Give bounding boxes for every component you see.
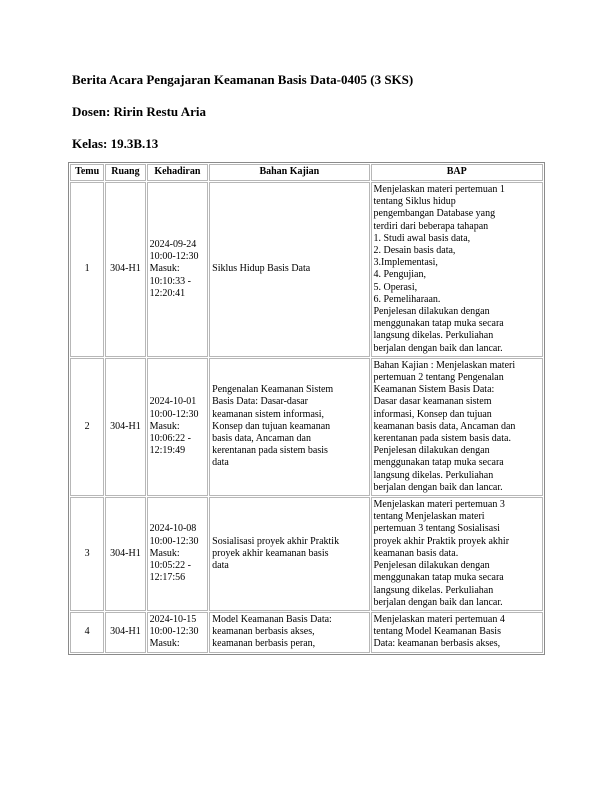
cell-bap: Menjelaskan materi pertemuan 1 tentang Siklus hidup pengembangan Database yang terdiri dari beberapa tahapan 1. Studi awal basis data, 2. Desain basis data, 3.Implementasi, 4. Pengujian, 5. Operasi, 6. Pemeliharaan. Penjelesan dilakukan dengan menggunakan tatap muka secara langsung dikelas. Perkuliahan berjalan dengan baik dan lancar. bbox=[371, 182, 544, 357]
header-kehadiran: Kehadiran bbox=[147, 164, 209, 181]
cell-bahan-kajian: Sosialisasi proyek akhir Praktik proyek akhir keamanan basis data bbox=[209, 497, 369, 611]
cell-ruang: 304-H1 bbox=[105, 612, 145, 653]
class-code: Kelas: 19.3B.13 bbox=[72, 136, 159, 151]
lecturer-name: Dosen: Ririn Restu Aria bbox=[72, 104, 206, 119]
cell-bahan-kajian: Siklus Hidup Basis Data bbox=[209, 182, 369, 357]
header-temu: Temu bbox=[70, 164, 104, 181]
cell-ruang: 304-H1 bbox=[105, 358, 145, 496]
cell-temu: 2 bbox=[70, 358, 104, 496]
table-row bbox=[70, 358, 543, 496]
cell-bap: Menjelaskan materi pertemuan 4 tentang Model Keamanan Basis Data: keamanan berbasis akses, bbox=[371, 612, 544, 653]
table-header-row bbox=[70, 164, 543, 181]
cell-bap: Bahan Kajian : Menjelaskan materi pertemuan 2 tentang Pengenalan Keamanan Sistem Basis Data: Dasar dasar keamanan sistem informasi, Konsep dan tujuan keamanan basis data, Ancaman dan kerentanan pada sistem basis data. Penjelesan dilakukan dengan menggunakan tatap muka secara langsung dikelas. Perkuliahan berjalan dengan baik dan lancar. bbox=[371, 358, 544, 496]
cell-kehadiran: 2024-09-24 10:00-12:30 Masuk: 10:10:33 - 12:20:41 bbox=[147, 182, 209, 357]
bap-table bbox=[68, 162, 545, 655]
cell-ruang: 304-H1 bbox=[105, 182, 145, 357]
cell-kehadiran: 2024-10-08 10:00-12:30 Masuk: 10:05:22 - 12:17:56 bbox=[147, 497, 209, 611]
cell-temu: 1 bbox=[70, 182, 104, 357]
header-bahan-kajian: Bahan Kajian bbox=[209, 164, 369, 181]
document-title: Berita Acara Pengajaran Keamanan Basis Data-0405 (3 SKS) bbox=[72, 72, 414, 87]
cell-bap: Menjelaskan materi pertemuan 3 tentang Menjelaskan materi pertemuan 3 tentang Sosialisasi proyek akhir Praktik proyek akhir keamanan basis data. Penjelesan dilakukan dengan menggunakan tatap muka secara langsung dikelas. Perkuliahan berjalan dengan baik dan lancar. bbox=[371, 497, 544, 611]
cell-temu: 4 bbox=[70, 612, 104, 653]
cell-ruang: 304-H1 bbox=[105, 497, 145, 611]
cell-kehadiran: 2024-10-01 10:00-12:30 Masuk: 10:06:22 - 12:19:49 bbox=[147, 358, 209, 496]
header-ruang: Ruang bbox=[105, 164, 145, 181]
cell-kehadiran: 2024-10-15 10:00-12:30 Masuk: bbox=[147, 612, 209, 653]
header-bap: BAP bbox=[371, 164, 544, 181]
table-row bbox=[70, 182, 543, 357]
cell-bahan-kajian: Pengenalan Keamanan Sistem Basis Data: Dasar-dasar keamanan sistem informasi, Konsep dan tujuan keamanan basis data, Ancaman dan kerentanan pada sistem basis data bbox=[209, 358, 369, 496]
table-row bbox=[70, 497, 543, 611]
table-row bbox=[70, 612, 543, 653]
cell-bahan-kajian: Model Keamanan Basis Data: keamanan berbasis akses, keamanan berbasis peran, bbox=[209, 612, 369, 653]
cell-temu: 3 bbox=[70, 497, 104, 611]
